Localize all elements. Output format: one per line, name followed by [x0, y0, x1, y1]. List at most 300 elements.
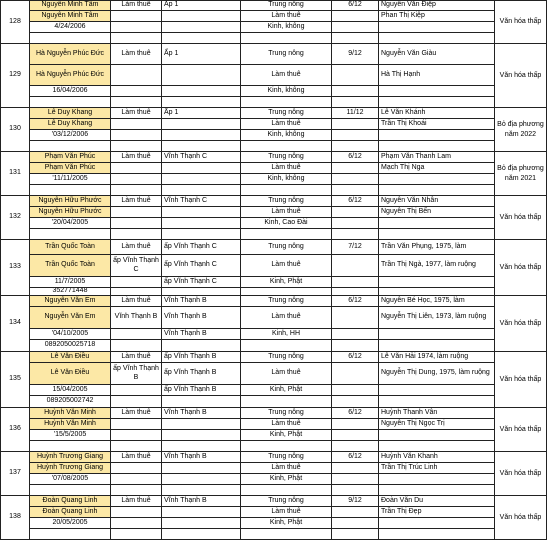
addr-cell[interactable]: [162, 340, 241, 352]
addr-cell[interactable]: [162, 141, 241, 152]
name-cell[interactable]: [30, 0, 111, 11]
name-cell[interactable]: [30, 255, 111, 277]
parent-cell[interactable]: [379, 11, 495, 22]
addr-cell[interactable]: [162, 441, 241, 452]
cls-cell[interactable]: [332, 363, 379, 385]
edu-cell[interactable]: [241, 496, 332, 507]
record-number-cell[interactable]: [0, 44, 30, 108]
cls-cell[interactable]: [332, 163, 379, 174]
name-cell[interactable]: [30, 152, 111, 163]
name-cell[interactable]: [30, 86, 111, 97]
name-cell[interactable]: [30, 518, 111, 529]
cls-cell[interactable]: [332, 119, 379, 130]
addr-cell[interactable]: [162, 463, 241, 474]
name-cell[interactable]: [30, 529, 111, 540]
parent-cell[interactable]: [379, 86, 495, 97]
addr-cell[interactable]: [162, 452, 241, 463]
cls-cell[interactable]: [332, 485, 379, 496]
job-cell[interactable]: [111, 452, 162, 463]
addr-cell[interactable]: [162, 44, 241, 65]
name-cell[interactable]: [30, 207, 111, 218]
edu-cell[interactable]: [241, 22, 332, 33]
parent-cell[interactable]: [379, 452, 495, 463]
job-cell[interactable]: [111, 329, 162, 340]
addr-cell[interactable]: [162, 288, 241, 296]
cls-cell[interactable]: [332, 518, 379, 529]
name-cell[interactable]: [30, 329, 111, 340]
record-number: 134: [9, 319, 21, 327]
parent-cell[interactable]: [379, 363, 495, 385]
addr-cell[interactable]: [162, 277, 241, 288]
cls-cell[interactable]: [332, 307, 379, 329]
name-cell[interactable]: [30, 33, 111, 44]
addr-cell[interactable]: [162, 218, 241, 229]
parent-cell[interactable]: [379, 340, 495, 352]
name-cell[interactable]: [30, 141, 111, 152]
name-cell[interactable]: [30, 119, 111, 130]
cls-cell[interactable]: [332, 419, 379, 430]
parent-cell[interactable]: [379, 485, 495, 496]
parent-cell[interactable]: [379, 240, 495, 255]
addr-cell[interactable]: [162, 240, 241, 255]
addr-cell[interactable]: [162, 385, 241, 396]
record-number: 136: [9, 425, 21, 433]
record-number-cell[interactable]: [0, 152, 30, 196]
edu-cell[interactable]: [241, 463, 332, 474]
name-cell[interactable]: [30, 218, 111, 229]
edu-cell[interactable]: [241, 86, 332, 97]
cls-cell[interactable]: [332, 430, 379, 441]
edu-cell[interactable]: [241, 474, 332, 485]
edu-cell[interactable]: [241, 255, 332, 277]
job-cell[interactable]: [111, 141, 162, 152]
name-cell[interactable]: [30, 452, 111, 463]
addr-cell[interactable]: [162, 0, 241, 11]
name-cell[interactable]: [30, 419, 111, 430]
name-cell[interactable]: [30, 130, 111, 141]
parent-cell[interactable]: [379, 277, 495, 288]
name-cell[interactable]: [30, 430, 111, 441]
parent-cell[interactable]: [379, 529, 495, 540]
note-cell[interactable]: [495, 240, 547, 296]
name-cell[interactable]: [30, 174, 111, 185]
parent-cell[interactable]: [379, 152, 495, 163]
addr-cell[interactable]: [162, 296, 241, 307]
note-cell[interactable]: [495, 452, 547, 496]
job-cell[interactable]: [111, 518, 162, 529]
note-cell[interactable]: [495, 152, 547, 196]
record-number: 131: [9, 169, 21, 177]
edu-cell[interactable]: [241, 329, 332, 340]
record-number-cell[interactable]: [0, 0, 30, 44]
note-cell[interactable]: [495, 44, 547, 108]
addr-cell[interactable]: [162, 130, 241, 141]
job-cell[interactable]: [111, 288, 162, 296]
addr-cell[interactable]: [162, 485, 241, 496]
note-text: Văn hóa thấp: [499, 375, 542, 383]
parent-cell[interactable]: [379, 185, 495, 196]
edu-cell[interactable]: [241, 97, 332, 108]
cls-cell[interactable]: [332, 185, 379, 196]
job-cell[interactable]: [111, 507, 162, 518]
edu-cell[interactable]: [241, 408, 332, 419]
cls-text: 9/12: [348, 496, 362, 504]
job-cell[interactable]: [111, 441, 162, 452]
job-cell[interactable]: [111, 0, 162, 11]
parent-cell[interactable]: [379, 463, 495, 474]
job-cell[interactable]: [111, 44, 162, 65]
cls-cell[interactable]: [332, 174, 379, 185]
addr-text: ấp Vĩnh Thạnh B: [164, 352, 217, 360]
addr-cell[interactable]: [162, 163, 241, 174]
name-cell[interactable]: [30, 163, 111, 174]
parent-cell[interactable]: [379, 0, 495, 11]
parent-cell[interactable]: [379, 288, 495, 296]
cls-cell[interactable]: [332, 229, 379, 240]
job-cell[interactable]: [111, 529, 162, 540]
job-cell[interactable]: [111, 396, 162, 408]
edu-cell[interactable]: [241, 174, 332, 185]
addr-cell[interactable]: [162, 185, 241, 196]
cls-cell[interactable]: [332, 207, 379, 218]
note-cell[interactable]: [495, 0, 547, 44]
parent-cell[interactable]: [379, 119, 495, 130]
addr-cell[interactable]: [162, 86, 241, 97]
parent-cell[interactable]: [379, 33, 495, 44]
cls-cell[interactable]: [332, 33, 379, 44]
cls-cell[interactable]: [332, 11, 379, 22]
edu-cell[interactable]: [241, 340, 332, 352]
job-cell[interactable]: [111, 152, 162, 163]
cls-cell[interactable]: [332, 218, 379, 229]
name-cell[interactable]: [30, 108, 111, 119]
edu-cell[interactable]: [241, 141, 332, 152]
parent-cell[interactable]: [379, 44, 495, 65]
note-cell[interactable]: [495, 196, 547, 240]
name-text: Lê Văn Điều: [50, 369, 90, 377]
edu-cell[interactable]: [241, 240, 332, 255]
cls-cell[interactable]: [332, 496, 379, 507]
cls-cell[interactable]: [332, 141, 379, 152]
edu-cell[interactable]: [241, 152, 332, 163]
edu-cell[interactable]: [241, 277, 332, 288]
job-cell[interactable]: [111, 408, 162, 419]
job-cell[interactable]: [111, 108, 162, 119]
addr-cell[interactable]: [162, 419, 241, 430]
parent-cell[interactable]: [379, 408, 495, 419]
cls-cell[interactable]: [332, 441, 379, 452]
edu-cell[interactable]: [241, 65, 332, 86]
name-cell[interactable]: [30, 474, 111, 485]
cls-cell[interactable]: [332, 130, 379, 141]
record-number-cell[interactable]: [0, 108, 30, 152]
name-cell[interactable]: [30, 340, 111, 352]
name-cell[interactable]: [30, 507, 111, 518]
parent-cell[interactable]: [379, 352, 495, 363]
name-cell[interactable]: [30, 441, 111, 452]
cls-cell[interactable]: [332, 340, 379, 352]
edu-cell[interactable]: [241, 196, 332, 207]
job-cell[interactable]: [111, 196, 162, 207]
job-cell[interactable]: [111, 496, 162, 507]
addr-cell[interactable]: [162, 65, 241, 86]
edu-cell[interactable]: [241, 441, 332, 452]
edu-cell[interactable]: [241, 485, 332, 496]
edu-cell[interactable]: [241, 130, 332, 141]
name-cell[interactable]: [30, 396, 111, 408]
cls-cell[interactable]: [332, 288, 379, 296]
name-cell[interactable]: [30, 229, 111, 240]
job-cell[interactable]: [111, 22, 162, 33]
name-cell[interactable]: [30, 307, 111, 329]
job-cell[interactable]: [111, 485, 162, 496]
parent-cell[interactable]: [379, 207, 495, 218]
parent-cell[interactable]: [379, 329, 495, 340]
name-cell[interactable]: [30, 240, 111, 255]
addr-cell[interactable]: [162, 33, 241, 44]
addr-cell[interactable]: [162, 474, 241, 485]
job-cell[interactable]: [111, 296, 162, 307]
parent-cell[interactable]: [379, 65, 495, 86]
edu-cell[interactable]: [241, 11, 332, 22]
addr-cell[interactable]: [162, 430, 241, 441]
record-number-cell[interactable]: [0, 240, 30, 296]
job-cell[interactable]: [111, 174, 162, 185]
record-number-cell[interactable]: [0, 452, 30, 496]
parent-cell[interactable]: [379, 141, 495, 152]
record-number-cell[interactable]: [0, 496, 30, 540]
cls-cell[interactable]: [332, 452, 379, 463]
job-cell[interactable]: [111, 65, 162, 86]
addr-cell[interactable]: [162, 507, 241, 518]
name-cell[interactable]: [30, 97, 111, 108]
edu-cell[interactable]: [241, 119, 332, 130]
job-cell[interactable]: [111, 33, 162, 44]
addr-cell[interactable]: [162, 196, 241, 207]
addr-cell[interactable]: [162, 207, 241, 218]
parent-cell[interactable]: [379, 255, 495, 277]
edu-cell[interactable]: [241, 296, 332, 307]
name-cell[interactable]: [30, 485, 111, 496]
job-cell[interactable]: [111, 463, 162, 474]
addr-cell[interactable]: [162, 22, 241, 33]
job-cell[interactable]: [111, 255, 162, 277]
cls-cell[interactable]: [332, 463, 379, 474]
job-cell[interactable]: [111, 430, 162, 441]
addr-cell[interactable]: [162, 352, 241, 363]
job-cell[interactable]: [111, 229, 162, 240]
name-cell[interactable]: [30, 408, 111, 419]
edu-cell[interactable]: [241, 518, 332, 529]
edu-cell[interactable]: [241, 385, 332, 396]
name-cell[interactable]: [30, 352, 111, 363]
cls-cell[interactable]: [332, 65, 379, 86]
name-text: '03/12/2006: [51, 130, 89, 138]
edu-cell[interactable]: [241, 307, 332, 329]
parent-cell[interactable]: [379, 385, 495, 396]
job-cell[interactable]: [111, 352, 162, 363]
record-number: 133: [9, 263, 21, 271]
addr-cell[interactable]: [162, 229, 241, 240]
edu-cell[interactable]: [241, 218, 332, 229]
cls-cell[interactable]: [332, 22, 379, 33]
parent-cell[interactable]: [379, 507, 495, 518]
addr-cell[interactable]: [162, 11, 241, 22]
parent-cell[interactable]: [379, 441, 495, 452]
addr-cell[interactable]: [162, 152, 241, 163]
addr-cell[interactable]: [162, 174, 241, 185]
name-cell[interactable]: [30, 44, 111, 65]
parent-cell[interactable]: [379, 496, 495, 507]
addr-cell[interactable]: [162, 108, 241, 119]
edu-cell[interactable]: [241, 207, 332, 218]
cls-cell[interactable]: [332, 277, 379, 288]
note-cell[interactable]: [495, 496, 547, 540]
parent-cell[interactable]: [379, 474, 495, 485]
name-cell[interactable]: [30, 288, 111, 296]
cls-cell[interactable]: [332, 152, 379, 163]
job-cell[interactable]: [111, 207, 162, 218]
name-cell[interactable]: [30, 463, 111, 474]
edu-cell[interactable]: [241, 452, 332, 463]
addr-cell[interactable]: [162, 329, 241, 340]
edu-text: Trung nông: [268, 408, 304, 416]
cls-cell[interactable]: [332, 196, 379, 207]
cls-cell[interactable]: [332, 529, 379, 540]
record-number-cell[interactable]: [0, 408, 30, 452]
addr-cell[interactable]: [162, 363, 241, 385]
addr-cell[interactable]: [162, 518, 241, 529]
name-cell[interactable]: [30, 11, 111, 22]
cls-cell[interactable]: [332, 396, 379, 408]
parent-cell[interactable]: [379, 229, 495, 240]
name-cell[interactable]: [30, 196, 111, 207]
cls-cell[interactable]: [332, 408, 379, 419]
name-cell[interactable]: [30, 277, 111, 288]
cls-cell[interactable]: [332, 44, 379, 65]
addr-cell[interactable]: [162, 119, 241, 130]
addr-cell[interactable]: [162, 408, 241, 419]
name-cell[interactable]: [30, 296, 111, 307]
parent-cell[interactable]: [379, 22, 495, 33]
job-cell[interactable]: [111, 385, 162, 396]
cls-cell[interactable]: [332, 86, 379, 97]
name-cell[interactable]: [30, 363, 111, 385]
edu-cell[interactable]: [241, 229, 332, 240]
edu-cell[interactable]: [241, 430, 332, 441]
addr-cell[interactable]: [162, 255, 241, 277]
addr-text: Vĩnh Thạnh B: [164, 329, 207, 337]
record-number-cell[interactable]: [0, 196, 30, 240]
edu-cell[interactable]: [241, 185, 332, 196]
cls-cell[interactable]: [332, 329, 379, 340]
job-cell[interactable]: [111, 419, 162, 430]
note-cell[interactable]: [495, 352, 547, 408]
addr-cell[interactable]: [162, 396, 241, 408]
edu-cell[interactable]: [241, 529, 332, 540]
job-cell[interactable]: [111, 307, 162, 329]
name-cell[interactable]: [30, 385, 111, 396]
edu-cell[interactable]: [241, 0, 332, 11]
edu-cell[interactable]: [241, 108, 332, 119]
job-cell[interactable]: [111, 340, 162, 352]
parent-cell[interactable]: [379, 518, 495, 529]
addr-cell[interactable]: [162, 496, 241, 507]
edu-cell[interactable]: [241, 44, 332, 65]
parent-cell[interactable]: [379, 130, 495, 141]
cls-cell[interactable]: [332, 474, 379, 485]
edu-cell[interactable]: [241, 352, 332, 363]
name-cell[interactable]: [30, 22, 111, 33]
parent-cell[interactable]: [379, 218, 495, 229]
job-cell[interactable]: [111, 130, 162, 141]
name-cell[interactable]: [30, 185, 111, 196]
edu-cell[interactable]: [241, 396, 332, 408]
record-number: 128: [9, 17, 21, 25]
record-number-cell[interactable]: [0, 352, 30, 408]
edu-cell[interactable]: [241, 163, 332, 174]
addr-cell[interactable]: [162, 97, 241, 108]
job-cell[interactable]: [111, 119, 162, 130]
job-cell[interactable]: [111, 218, 162, 229]
cls-cell[interactable]: [332, 352, 379, 363]
note-cell[interactable]: [495, 296, 547, 352]
parent-cell[interactable]: [379, 396, 495, 408]
job-cell[interactable]: [111, 97, 162, 108]
addr-cell[interactable]: [162, 529, 241, 540]
record-number-cell[interactable]: [0, 296, 30, 352]
job-cell[interactable]: [111, 163, 162, 174]
edu-cell[interactable]: [241, 288, 332, 296]
name-text: 089205002742: [46, 397, 94, 405]
parent-cell[interactable]: [379, 196, 495, 207]
parent-cell[interactable]: [379, 97, 495, 108]
name-cell[interactable]: [30, 496, 111, 507]
note-cell[interactable]: [495, 108, 547, 152]
cls-cell[interactable]: [332, 97, 379, 108]
cls-cell[interactable]: [332, 255, 379, 277]
edu-cell[interactable]: [241, 507, 332, 518]
addr-cell[interactable]: [162, 307, 241, 329]
parent-cell[interactable]: [379, 430, 495, 441]
edu-cell[interactable]: [241, 363, 332, 385]
job-cell[interactable]: [111, 363, 162, 385]
cls-cell[interactable]: [332, 108, 379, 119]
parent-cell[interactable]: [379, 296, 495, 307]
parent-cell[interactable]: [379, 108, 495, 119]
parent-cell[interactable]: [379, 419, 495, 430]
job-cell[interactable]: [111, 277, 162, 288]
cls-cell[interactable]: [332, 240, 379, 255]
job-cell[interactable]: [111, 185, 162, 196]
job-cell[interactable]: [111, 240, 162, 255]
record-number: 137: [9, 469, 21, 477]
cls-cell[interactable]: [332, 385, 379, 396]
job-cell[interactable]: [111, 11, 162, 22]
name-cell[interactable]: [30, 65, 111, 86]
cls-cell[interactable]: [332, 296, 379, 307]
job-cell[interactable]: [111, 474, 162, 485]
edu-cell[interactable]: [241, 33, 332, 44]
cls-cell[interactable]: [332, 0, 379, 11]
parent-cell[interactable]: [379, 307, 495, 329]
parent-cell[interactable]: [379, 174, 495, 185]
parent-cell[interactable]: [379, 163, 495, 174]
edu-cell[interactable]: [241, 419, 332, 430]
cls-cell[interactable]: [332, 507, 379, 518]
note-cell[interactable]: [495, 408, 547, 452]
job-cell[interactable]: [111, 86, 162, 97]
